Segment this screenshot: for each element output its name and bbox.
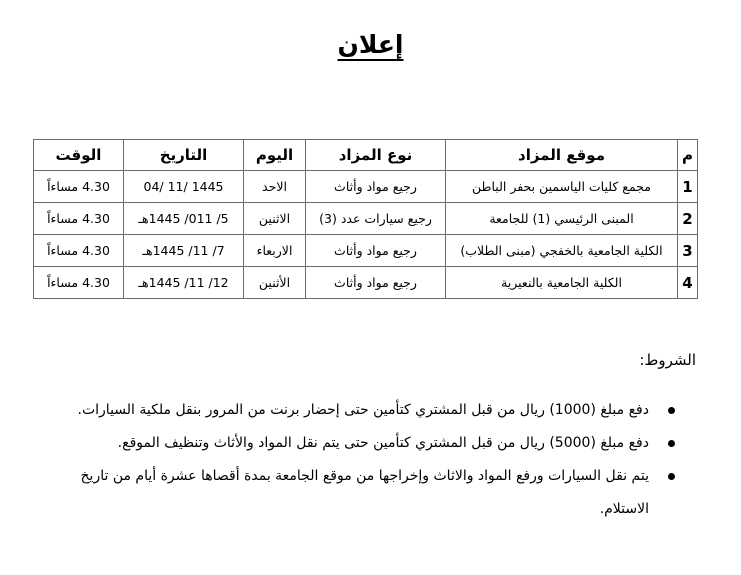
condition-text: دفع مبلغ (1000) ريال من قبل المشتري كتأمين حتى إحضار برنت من المرور بنقل ملكية السيارات. xyxy=(77,402,649,418)
cell-date: 7/ 11/ 1445هـ xyxy=(124,235,244,267)
cell-time: 4.30 مساءاً xyxy=(34,171,124,203)
header-date: التاريخ xyxy=(124,140,244,171)
cell-day: الاثنين xyxy=(244,203,306,235)
cell-time: 4.30 مساءاً xyxy=(34,267,124,299)
cell-index: 1 xyxy=(678,171,698,203)
header-type: نوع المزاد xyxy=(306,140,446,171)
bullet-icon xyxy=(668,407,675,414)
condition-text: دفع مبلغ (5000) ريال من قبل المشتري كتأمين حتى يتم نقل المواد والأثاث وتنظيف الموقع. xyxy=(117,435,649,451)
cell-type: رجيع مواد وأثاث xyxy=(306,235,446,267)
cell-location: المبنى الرئيسي (1) للجامعة xyxy=(446,203,678,235)
cell-date: 5/ 011/ 1445هـ xyxy=(124,203,244,235)
cell-day: الأثنين xyxy=(244,267,306,299)
cell-time: 4.30 مساءاً xyxy=(34,235,124,267)
header-day: اليوم xyxy=(244,140,306,171)
cell-date: 1445 /11 /04 xyxy=(124,171,244,203)
cell-type: رجيع مواد وأثاث xyxy=(306,267,446,299)
cell-type: رجيع سيارات عدد (3) xyxy=(306,203,446,235)
cell-index: 3 xyxy=(678,235,698,267)
table-row xyxy=(34,267,698,299)
table-row xyxy=(34,235,698,267)
list-item xyxy=(45,460,675,526)
cell-location: الكلية الجامعية بالخفجي (مبنى الطلاب) xyxy=(446,235,678,267)
header-time: الوقت xyxy=(34,140,124,171)
condition-text: يتم نقل السيارات ورفع المواد والاثاث وإخراجها من موقع الجامعة بمدة أقصاها عشرة أيام من تاريخ الاستلام. xyxy=(80,468,649,517)
cell-day: الاربعاء xyxy=(244,235,306,267)
bullet-icon xyxy=(668,440,675,447)
cell-time: 4.30 مساءاً xyxy=(34,203,124,235)
cell-location: الكلية الجامعية بالنعيرية xyxy=(446,267,678,299)
list-item xyxy=(45,394,675,427)
cell-day: الاحد xyxy=(244,171,306,203)
header-location: موقع المزاد xyxy=(446,140,678,171)
bullet-icon xyxy=(668,473,675,480)
table-row xyxy=(34,171,698,203)
conditions-list xyxy=(45,394,675,526)
table-header-row xyxy=(34,140,698,171)
conditions-heading: الشروط: xyxy=(639,351,696,369)
title-text: إعلان xyxy=(337,30,404,59)
cell-date: 12/ 11/ 1445هـ xyxy=(124,267,244,299)
list-item xyxy=(45,427,675,460)
table-row xyxy=(34,203,698,235)
cell-index: 4 xyxy=(678,267,698,299)
cell-index: 2 xyxy=(678,203,698,235)
auction-table xyxy=(33,139,698,299)
cell-type: رجيع مواد وأثاث xyxy=(306,171,446,203)
page-title xyxy=(0,30,741,59)
header-index: م xyxy=(678,140,698,171)
cell-location: مجمع كليات الياسمين بحفر الباطن xyxy=(446,171,678,203)
